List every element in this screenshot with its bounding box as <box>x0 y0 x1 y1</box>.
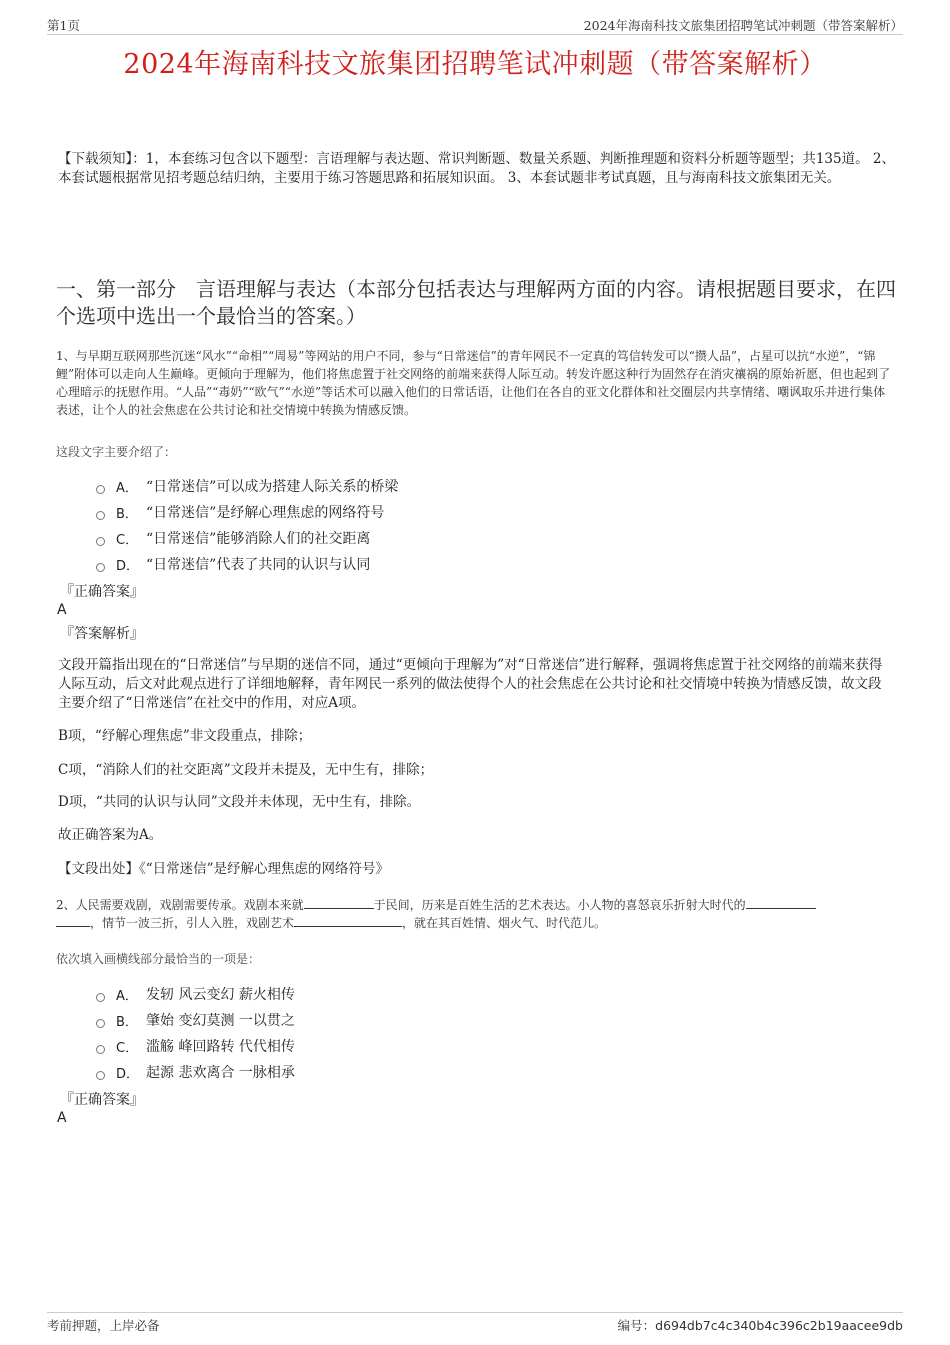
blank-2 <box>746 897 816 909</box>
document-title: 2024年海南科技文旅集团招聘笔试冲刺题（带答案解析） <box>123 49 827 80</box>
radio-icon[interactable] <box>96 485 105 494</box>
analysis-paragraph: 故正确答案为A。 <box>58 827 163 843</box>
radio-icon[interactable] <box>96 1045 105 1054</box>
answer-value: A <box>57 602 67 618</box>
answer-value: A <box>57 1110 67 1126</box>
option-d[interactable]: D． 起源 悲欢离合 一脉相承 <box>96 1059 796 1085</box>
analysis-paragraph: D项，“共同的认识与认同”文段并未体现，无中生有，排除。 <box>58 794 421 810</box>
analysis-label: 『答案解析』 <box>60 626 144 642</box>
page-footer <box>47 1312 903 1333</box>
question-2-prompt: 依次填入画横线部分最恰当的一项是： <box>56 952 261 966</box>
radio-icon[interactable] <box>96 1019 105 1028</box>
footer-slogan: 考前押题，上岸必备 <box>47 1318 160 1333</box>
analysis-paragraph: C项，“消除人们的社交距离”文段并未提及，无中生有，排除； <box>58 762 434 778</box>
option-d[interactable]: D． “日常迷信”代表了共同的认识与认同 <box>96 551 796 577</box>
option-c[interactable]: C． “日常迷信”能够消除人们的社交距离 <box>96 525 796 551</box>
answer-label: 『正确答案』 <box>60 1092 144 1108</box>
option-c[interactable]: C． 滥觞 峰回路转 代代相传 <box>96 1033 796 1059</box>
radio-icon[interactable] <box>96 563 105 572</box>
blank-1 <box>304 897 374 909</box>
answer-label: 『正确答案』 <box>60 584 144 600</box>
analysis-paragraph: 文段开篇指出现在的“日常迷信”与早期的迷信不同，通过“更倾向于理解为”对“日常迷信”进行解释，强调将焦虑置于社交网络的前端来获得人际互动，后文对此观点进行了详细地解释，青年网民一系列的做法使得个人的社会焦虑在公共讨论和社交情境中转换为情感反馈，故文段主要介绍了“日常迷信”在社交中的作用，对应A项。 <box>58 657 883 711</box>
option-b[interactable]: B． “日常迷信”是纾解心理焦虑的网络符号 <box>96 499 796 525</box>
question-1-options <box>96 473 796 577</box>
page-header <box>47 16 903 35</box>
question-1-stem: 1、与早期互联网那些沉迷“风水”“命相”“周易”等网站的用户不同，参与“日常迷信”的青年网民不一定真的笃信转发可以“攒人品”，占星可以抗“水逆”，“锦鲤”附体可以走向人生巅峰。更倾向于理解为，他们将焦虑置于社交网络的前端来获得人际互动。转发许愿这种行为固然存在消灾禳祸的原始祈愿，但也起到了心理暗示的抚慰作用。“人品”“毒奶”“欧气”“水逆”等话术可以融入他们的日常话语，让他们在各自的亚文化群体和社交圈层内共享情绪、嘲讽取乐并进行集体表述，让个人的社会焦虑在公共讨论和社交情境中转换为情感反馈。 <box>56 349 891 417</box>
question-2-options <box>96 981 796 1085</box>
radio-icon[interactable] <box>96 537 105 546</box>
radio-icon[interactable] <box>96 993 105 1002</box>
page-number: 第1页 <box>47 18 80 33</box>
option-b[interactable]: B． 肇始 变幻莫测 一以贯之 <box>96 1007 796 1033</box>
section-heading: 一、第一部分 言语理解与表达（本部分包括表达与理解两方面的内容。请根据题目要求，在四个选项中选出一个最恰当的答案。） <box>56 277 896 328</box>
header-doc-title: 2024年海南科技文旅集团招聘笔试冲刺题（带答案解析） <box>583 18 903 33</box>
radio-icon[interactable] <box>96 1071 105 1080</box>
question-1-prompt: 这段文字主要介绍了： <box>56 445 177 459</box>
option-a[interactable]: A． 发轫 风云变幻 薪火相传 <box>96 981 796 1007</box>
blank-3 <box>294 915 402 927</box>
radio-icon[interactable] <box>96 511 105 520</box>
footer-code: 编号：d694db7c4c340b4c396c2b19aacee9db <box>617 1318 903 1333</box>
question-2-stem: 2、人民需要戏剧，戏剧需要传承。戏剧本来就 于民间，历来是百姓生活的艺术表达。小人物的喜怒哀乐折射大时代的 ，情节一波三折，引人入胜，戏剧艺术 ，就在其百姓情、烟火气、时代范儿。 <box>56 896 896 932</box>
blank-2-cont <box>56 915 90 927</box>
source-citation: 【文段出处】《“日常迷信”是纾解心理焦虑的网络符号》 <box>58 861 390 877</box>
analysis-paragraph: B项，“纾解心理焦虑”非文段重点，排除； <box>58 728 312 744</box>
option-a[interactable]: A． “日常迷信”可以成为搭建人际关系的桥梁 <box>96 473 796 499</box>
download-notice: 【下载须知】：1，本套练习包含以下题型：言语理解与表达题、常识判断题、数量关系题、判断推理题和资料分析题等题型；共135道。 2、本套试题根据常见招考题总结归纳，主要用于练习答题思路和拓展知识面。 3、本套试题非考试真题，且与海南科技文旅集团无关。 <box>58 151 895 186</box>
